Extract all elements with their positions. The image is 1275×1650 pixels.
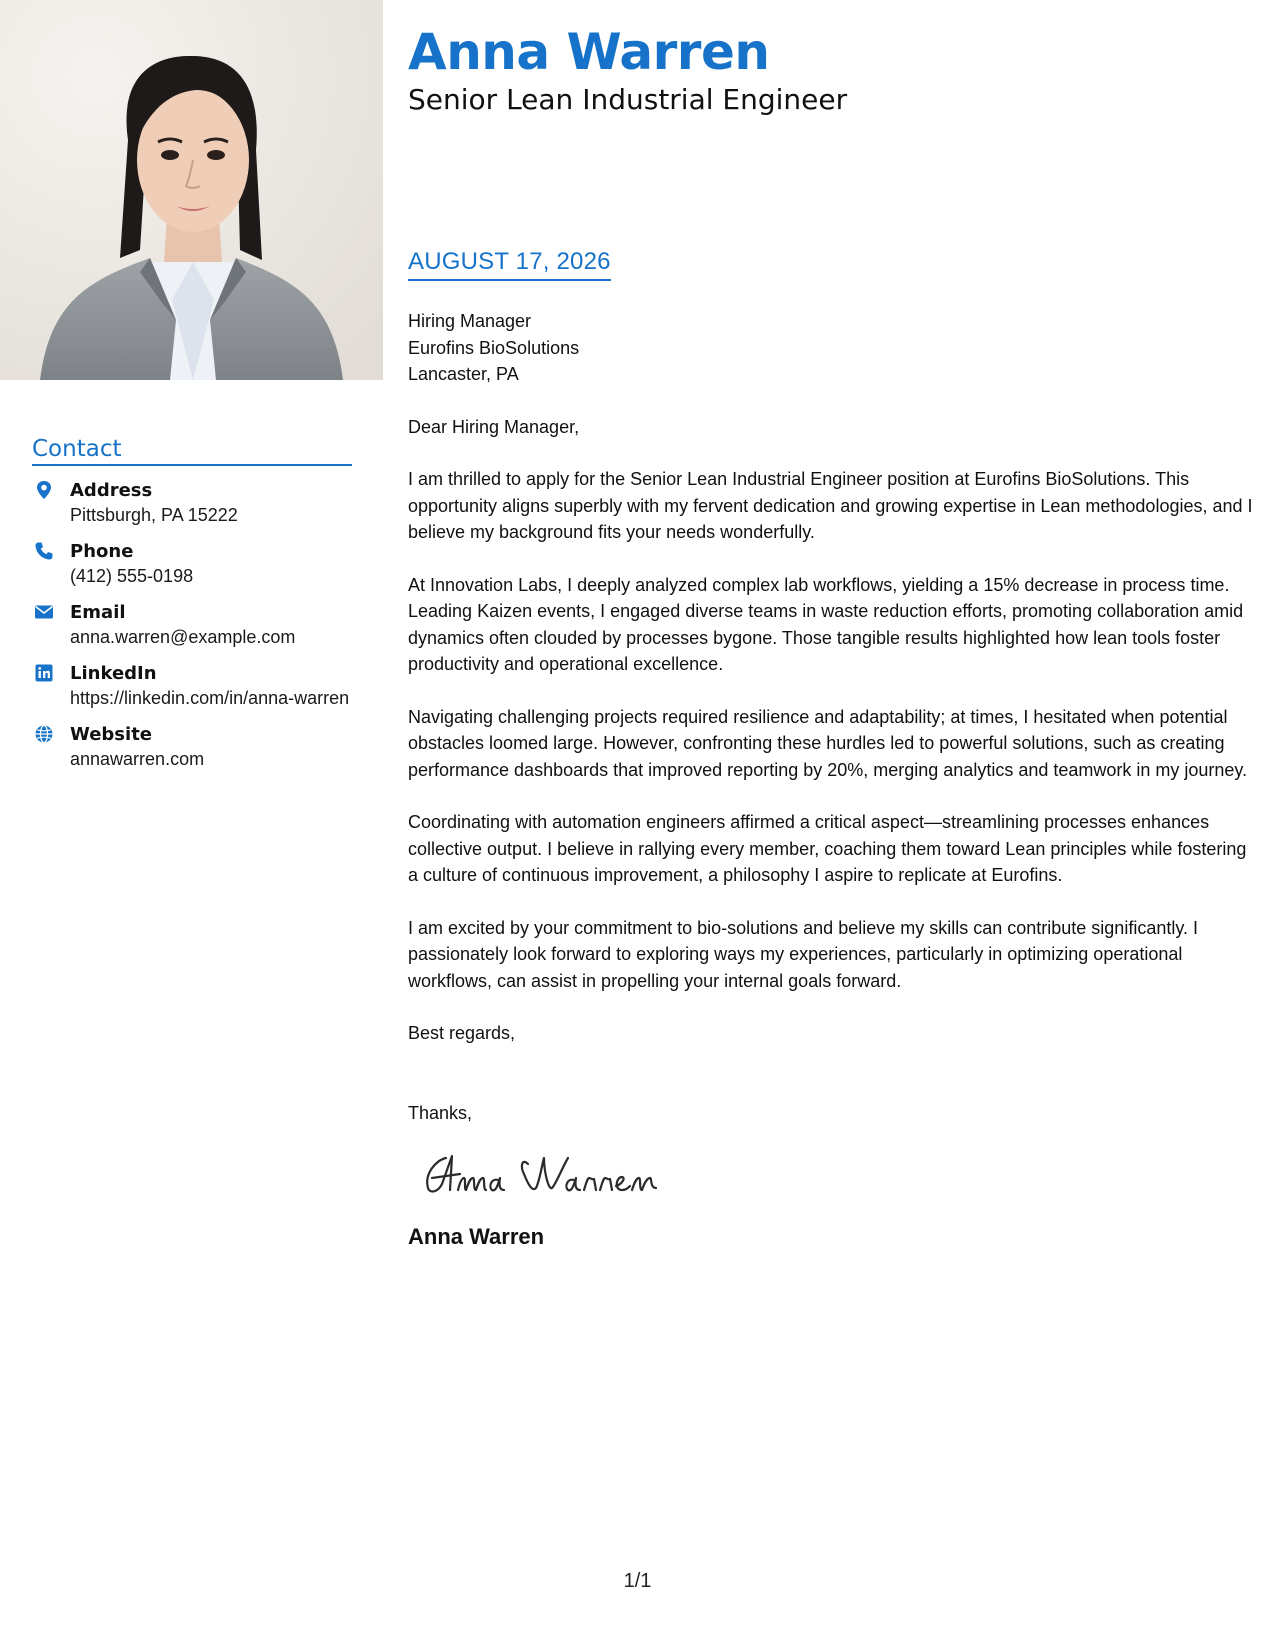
- contact-label: Phone: [70, 541, 134, 562]
- letter-date: AUGUST 17, 2026: [408, 248, 611, 281]
- recipient-line: Hiring Manager: [408, 311, 532, 331]
- address-value: Pittsburgh, PA 15222: [70, 505, 238, 525]
- paragraph: At Innovation Labs, I deeply analyzed complex lab workflows, yielding a 15% decrease in process time. Leading Kaizen events, I engaged diverse teams in waste reduction efforts, promoting collaboration amid dynamics often clouded by processes bygone. Those tangible results highlighted how lean tools foster productivity and operational excellence.: [408, 574, 1244, 674]
- recipient-block: [408, 308, 1256, 388]
- applicant-title: Senior Lean Industrial Engineer: [408, 83, 848, 116]
- contact-item-address: [32, 478, 352, 528]
- contact-section: [32, 436, 352, 783]
- contact-label: Website: [70, 724, 153, 745]
- profile-photo: [0, 0, 383, 380]
- contact-item-email: [32, 600, 352, 650]
- phone-value: (412) 555-0198: [70, 566, 194, 586]
- handwritten-signature: [416, 1144, 676, 1204]
- recipient-line: Eurofins BioSolutions: [408, 337, 580, 358]
- phone-icon: [34, 541, 54, 561]
- letter-body: [408, 308, 1256, 1251]
- globe-icon: [34, 724, 54, 744]
- contact-item-phone: [32, 539, 352, 589]
- website-value[interactable]: annawarren.com: [70, 749, 205, 769]
- map-pin-icon: [34, 480, 54, 500]
- paragraph: Coordinating with automation engineers affirmed a critical aspect—streamlining processes enhances collective output. I believe in rallying every member, coaching them toward Lean principles while fostering a culture of continuous improvement, a philosophy I aspire to replicate at Eurofins.: [408, 812, 1247, 885]
- thanks: Thanks,: [408, 1102, 473, 1123]
- linkedin-value[interactable]: https://linkedin.com/in/anna-warren: [70, 688, 350, 708]
- applicant-name: Anna Warren: [408, 23, 770, 81]
- contact-item-linkedin: [32, 661, 352, 711]
- recipient-line: Lancaster, PA: [408, 364, 519, 384]
- contact-heading: Contact: [32, 436, 352, 466]
- email-value[interactable]: anna.warren@example.com: [70, 627, 296, 647]
- page-number: 1/1: [623, 1570, 652, 1592]
- signed-name: Anna Warren: [408, 1224, 545, 1249]
- paragraph: Navigating challenging projects required resilience and adaptability; at times, I hesitated when potential obstacles loomed large. However, confronting these hurdles led to powerful solutions, such as creating performance dashboards that improved reporting by 20%, merging analytics and teamwork in my journey.: [408, 706, 1248, 780]
- closing: Best regards,: [408, 1023, 516, 1043]
- envelope-icon: [34, 602, 54, 622]
- letter-header: [408, 22, 847, 118]
- contact-label: LinkedIn: [70, 663, 157, 684]
- paragraph: I am thrilled to apply for the Senior Lean Industrial Engineer position at Eurofins BioSolutions. This opportunity aligns superbly with my fervent dedication and growing expertise in Lean methodologies, and I believe my background fits your needs wonderfully.: [408, 469, 1253, 542]
- salutation: Dear Hiring Manager,: [408, 416, 580, 437]
- paragraph: I am excited by your commitment to bio-solutions and believe my skills can contribute significantly. I passionately look forward to exploring ways my experiences, particularly in optimizing operational workflows, can assist in propelling your internal goals forward.: [408, 917, 1199, 991]
- contact-label: Address: [70, 480, 153, 501]
- contact-label: Email: [70, 602, 126, 623]
- contact-item-website: [32, 722, 352, 772]
- linkedin-icon: [34, 663, 54, 683]
